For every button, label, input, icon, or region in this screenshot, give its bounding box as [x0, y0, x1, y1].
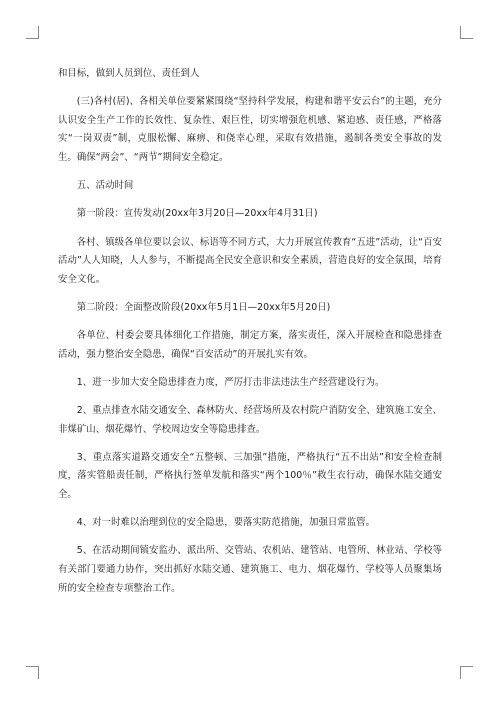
paragraph-phase-two-detail: 各单位、村委会要具体细化工作措施，制定方案，落实责任，深入开展检查和隐患排查活动，强力整治安全隐患，确保“百安活动”的开展扎实有效。	[58, 330, 442, 360]
list-item-2: 2、重点排查水陆交通安全、森林防火、经营场所及农村院户消防安全、建筑施工安全、非煤矿山、烟花爆竹、学校周边安全等隐患排查。	[58, 405, 442, 435]
paragraph-goal-continuation: 和目标，做到人员到位、责任到人	[58, 68, 200, 79]
list-item-4: 4、对一时难以治理到位的安全隐患，要落实防范措施，加强日常监管。	[76, 517, 375, 529]
heading-phase-two: 第二阶段：全面整改阶段(20xx年5月1日—20xx年5月20日)	[76, 301, 331, 313]
document-body	[58, 65, 442, 608]
crop-mark-bottom-right	[460, 666, 473, 679]
crop-mark-bottom-left	[26, 666, 39, 679]
list-item-5: 5、在活动期间镇安监办、派出所、交管站、农机站、建管站、电管所、林业站、学校等有关部门要通力协作，突出抓好水陆交通、建筑施工、电力、烟花爆竹、学校等人员聚集场所的安全检查专项整治工作。	[58, 545, 442, 594]
paragraph-section-three: (三)各村(居)、各相关单位要紧紧围绕“坚持科学发展，构建和谐平安云台”的主题，充分认识安全生产工作的长效性、复杂性、艰巨性，切实增强危机感、紧迫感、责任感，严格落实“一岗双责”制，克服松懈、麻痹、和侥幸心理，采取有效措施，遏制各类安全事故的发生。确保“两会”、“两节”期间安全稳定。	[58, 96, 442, 163]
paragraph-phase-one-detail: 各村、镇级各单位要以会议、标语等不同方式，大力开展宣传教育“五进”活动，让“百安活动”人人知晓，人人参与，不断提高全民安全意识和安全素质，营造良好的安全氛围，培育安全文化。	[58, 236, 442, 285]
list-item-1: 1、进一步加大安全隐患排查力度，严厉打击非法违法生产经营建设行为。	[76, 376, 385, 388]
heading-phase-one: 第一阶段：宣传发动(20xx年3月20日—20xx年4月31日)	[76, 208, 318, 220]
list-item-3: 3、重点落实道路交通安全“五整顿、三加强”措施，严格执行“五不出站”和安全检查制度，落实管船责任制，严格执行签单发航和落实“两个100％”救生衣行动，确保水陆交通安全。	[58, 451, 442, 501]
crop-mark-top-left	[26, 26, 39, 39]
crop-mark-top-right	[460, 26, 473, 39]
heading-activity-time: 五、活动时间	[76, 180, 134, 192]
